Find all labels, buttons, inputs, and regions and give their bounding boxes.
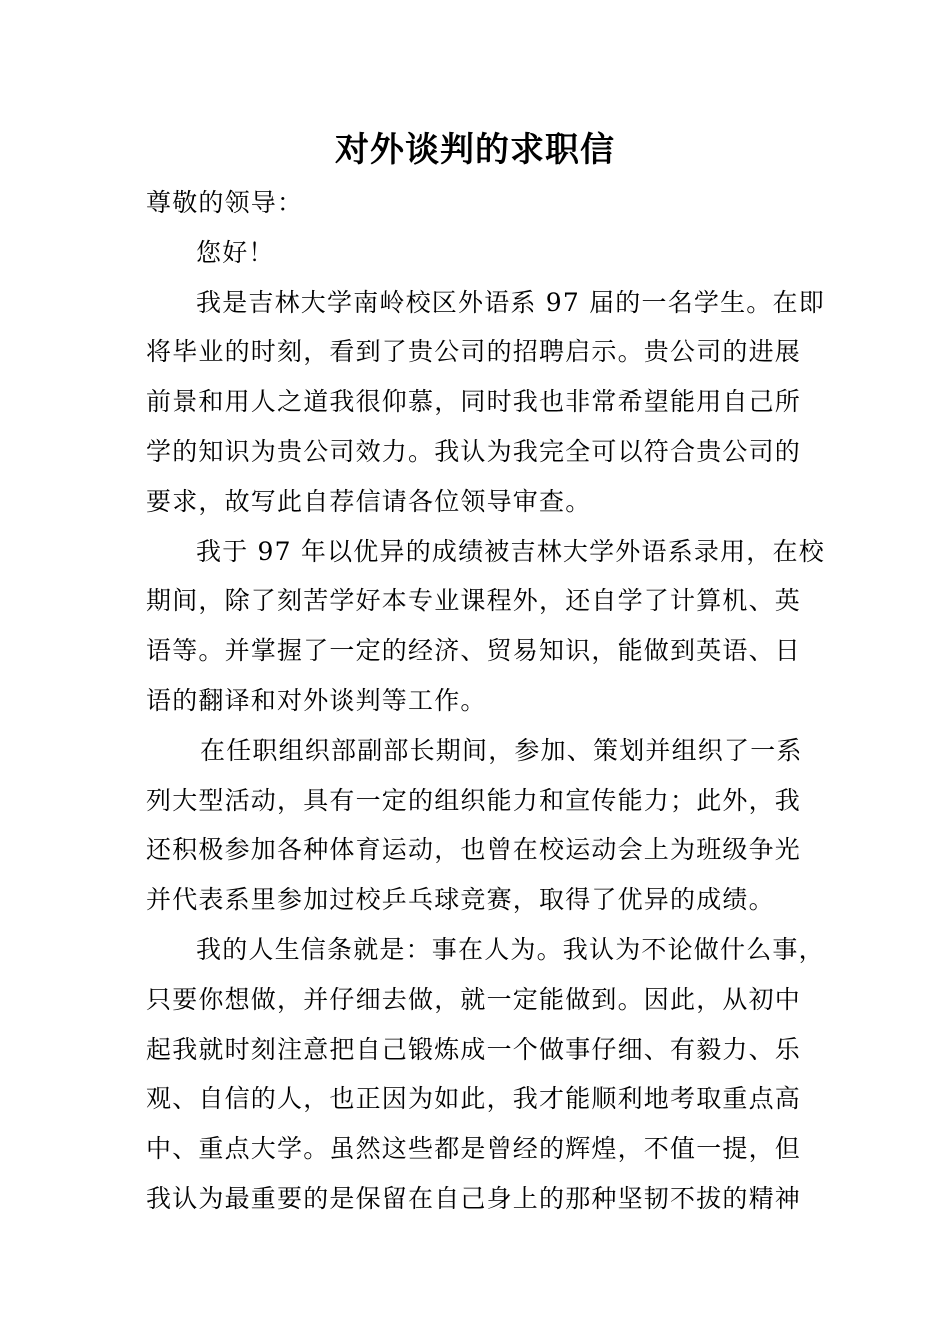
paragraph-1 xyxy=(146,278,825,527)
paragraph-line: 将毕业的时刻，看到了贵公司的招聘启示。贵公司的进展 xyxy=(146,337,802,367)
paragraph-line: 起我就时刻注意把自己锻炼成一个做事仔细、有毅力、乐 xyxy=(146,1034,802,1064)
paragraph-3 xyxy=(146,726,816,925)
salutation: 尊敬的领导： xyxy=(146,188,304,217)
paragraph-line: 中、重点大学。虽然这些都是曾经的辉煌，不值一提，但 xyxy=(146,1134,802,1164)
paragraph-line: 期间，除了刻苦学好本专业课程外，还自学了计算机、英 xyxy=(146,586,802,616)
paragraph-line: 我的人生信条就是：事在人为。我认为不论做什么事， xyxy=(196,934,825,964)
paragraph-line: 在任职组织部副部长期间，参加、策划并组织了一系 xyxy=(200,735,803,765)
paragraph-line: 并代表系里参加过校乒乓球竞赛，取得了优异的成绩。 xyxy=(146,885,775,915)
paragraph-2 xyxy=(146,527,825,726)
paragraph-line: 只要你想做，并仔细去做，就一定能做到。因此，从初中 xyxy=(146,984,802,1014)
paragraph-line: 我于 97 年以优异的成绩被吉林大学外语系录用，在校 xyxy=(196,536,825,566)
greeting: 您好！ xyxy=(196,237,275,267)
paragraph-line: 学的知识为贵公司效力。我认为我完全可以符合贵公司的 xyxy=(146,436,802,466)
paragraph-line: 观、自信的人，也正因为如此，我才能顺利地考取重点高 xyxy=(146,1084,802,1114)
paragraph-line: 语等。并掌握了一定的经济、贸易知识，能做到英语、日 xyxy=(146,636,802,666)
paragraph-line: 列大型活动，具有一定的组织能力和宣传能力；此外，我 xyxy=(146,785,802,815)
paragraph-line: 我认为最重要的是保留在自己身上的那种坚韧不拔的精神 xyxy=(146,1183,802,1213)
paragraph-line: 要求，故写此自荐信请各位领导审查。 xyxy=(146,486,592,516)
paragraph-4 xyxy=(146,925,825,1224)
letter-body xyxy=(146,178,825,1224)
paragraph-line: 我是吉林大学南岭校区外语系 97 届的一名学生。在即 xyxy=(196,287,825,317)
paragraph-line: 语的翻译和对外谈判等工作。 xyxy=(146,685,487,715)
paragraph-line: 前景和用人之道我很仰慕，同时我也非常希望能用自己所 xyxy=(146,387,802,417)
page-title: 对外谈判的求职信 xyxy=(335,130,615,170)
paragraph-line: 还积极参加各种体育运动，也曾在校运动会上为班级争光 xyxy=(146,835,802,865)
